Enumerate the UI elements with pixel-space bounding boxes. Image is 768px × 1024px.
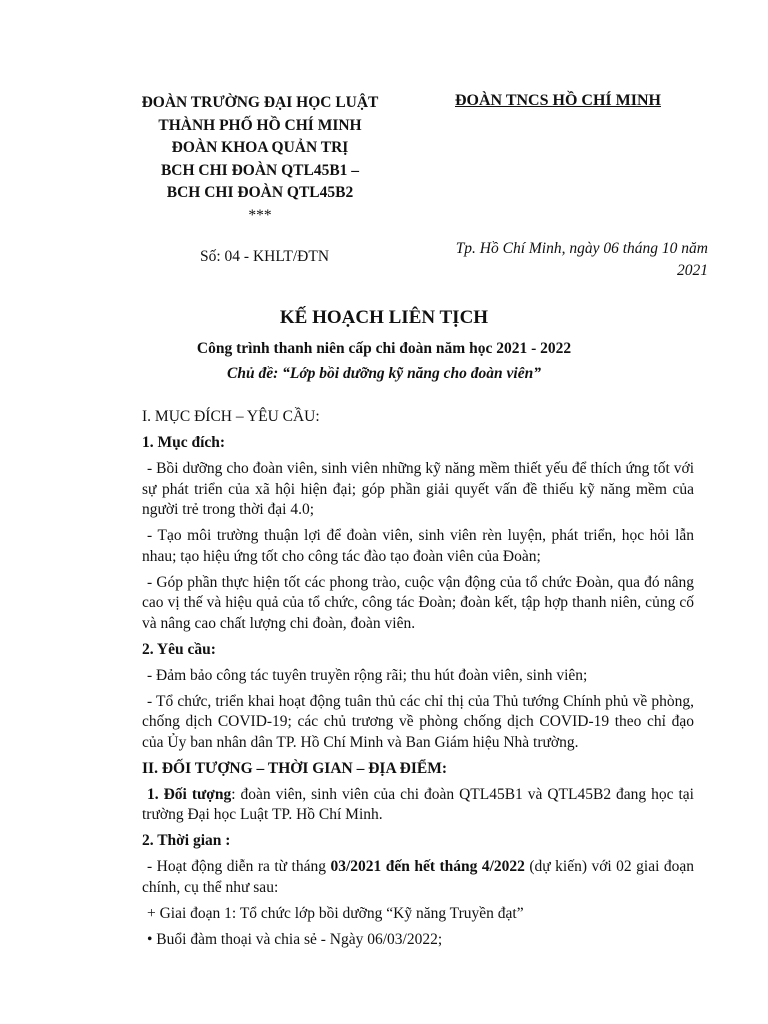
section1-heading: I. MỤC ĐÍCH – YÊU CẦU:: [142, 408, 320, 425]
section2-heading: II. ĐỐI TƯỢNG – THỜI GIAN – ĐỊA ĐIỂM:: [142, 759, 448, 777]
requirement-paragraph-2: - Tổ chức, triển khai hoạt động tuân thủ các chỉ thị của Thủ tướng Chính phủ về phòng, chống dịch COVID-19; các chủ trương về phòng chống dịch COVID-19 theo chỉ đạo của Ủy ban nhân dân TP. Hồ Chí Minh và Ban Giám hiệu Nhà trường.: [142, 692, 694, 751]
header-left-line5: BCH CHI ĐOÀN QTL45B2: [166, 184, 354, 201]
document-body: [142, 407, 694, 956]
time-paragraph: [142, 857, 694, 898]
bullet1-line: • Buổi đàm thoại và chia sẻ - Ngày 06/03/2022;: [147, 930, 443, 948]
time-heading: 2. Thời gian :: [142, 832, 231, 849]
document-subtitle: Công trình thanh niên cấp chi đoàn năm học 2021 - 2022: [196, 340, 572, 357]
target-paragraph: [142, 785, 694, 826]
section1-sub1-heading: 1. Mục đích:: [142, 434, 226, 451]
document-theme: Chủ đề: “Lớp bồi dưỡng kỹ năng cho đoàn viên”: [227, 365, 541, 382]
header-left-line4: BCH CHI ĐOÀN QTL45B1 –: [160, 161, 360, 179]
phase1-line: + Giai đoạn 1: Tổ chức lớp bồi dưỡng “Kỹ năng Truyền đạt”: [147, 904, 524, 922]
date-line: Tp. Hồ Chí Minh, ngày 06 tháng 10 năm 2021: [455, 240, 708, 279]
document-title: KẾ HOẠCH LIÊN TỊCH: [279, 307, 489, 328]
header-right-title: ĐOÀN TNCS HỒ CHÍ MINH: [455, 92, 661, 109]
header-left-line3: ĐOÀN KHOA QUẢN TRỊ: [171, 139, 349, 156]
target-text: : đoàn viên, sinh viên của chi đoàn QTL45B1 và QTL45B2 đang học tại trường Đại học Luật TP. Hồ Chí Minh.: [142, 785, 694, 823]
header-left-line2: THÀNH PHỐ HỒ CHÍ MINH: [158, 116, 362, 134]
time-range: 03/2021 đến hết tháng 4/2022: [330, 858, 525, 875]
target-label: 1. Đối tượng: [147, 785, 232, 803]
header-left-line1: ĐOÀN TRƯỜNG ĐẠI HỌC LUẬT: [141, 94, 379, 111]
header-left-block: [100, 92, 420, 227]
requirement-paragraph-1: - Đảm bảo công tác tuyên truyền rộng rãi; thu hút đoàn viên, sinh viên;: [147, 666, 588, 684]
purpose-paragraph-3: - Góp phần thực hiện tốt các phong trào, cuộc vận động của tổ chức Đoàn, qua đó nâng cao vị thế và hiệu quả của tổ chức, công tác Đoàn; đoàn kết, tập hợp thanh niên, củng cố và nâng cao chất lượng chi đoàn, đoàn viên.: [142, 573, 694, 632]
time-post: (dự kiến) với 02 giai đoạn chính, cụ thể như sau:: [142, 858, 694, 896]
time-pre: - Hoạt động diễn ra từ tháng: [147, 858, 331, 875]
document-number: Số: 04 - KHLT/ĐTN: [200, 248, 330, 265]
purpose-paragraph-2: - Tạo môi trường thuận lợi để đoàn viên, sinh viên rèn luyện, phát triển, học hỏi lẫn nhau; tạo hiệu ứng tốt cho công tác đào tạo đoàn viên của Đoàn;: [142, 527, 694, 565]
header-left-stars: ***: [248, 206, 272, 224]
section1-sub2-heading: 2. Yêu cầu:: [142, 640, 216, 658]
purpose-paragraph-1: - Bồi dưỡng cho đoàn viên, sinh viên những kỹ năng mềm thiết yếu để thích ứng tốt với sự phát triển của xã hội hiện đại; góp phần giải quyết vấn đề thiếu kỹ năng mềm của người trẻ trong thời đại 4.0;: [142, 460, 694, 518]
